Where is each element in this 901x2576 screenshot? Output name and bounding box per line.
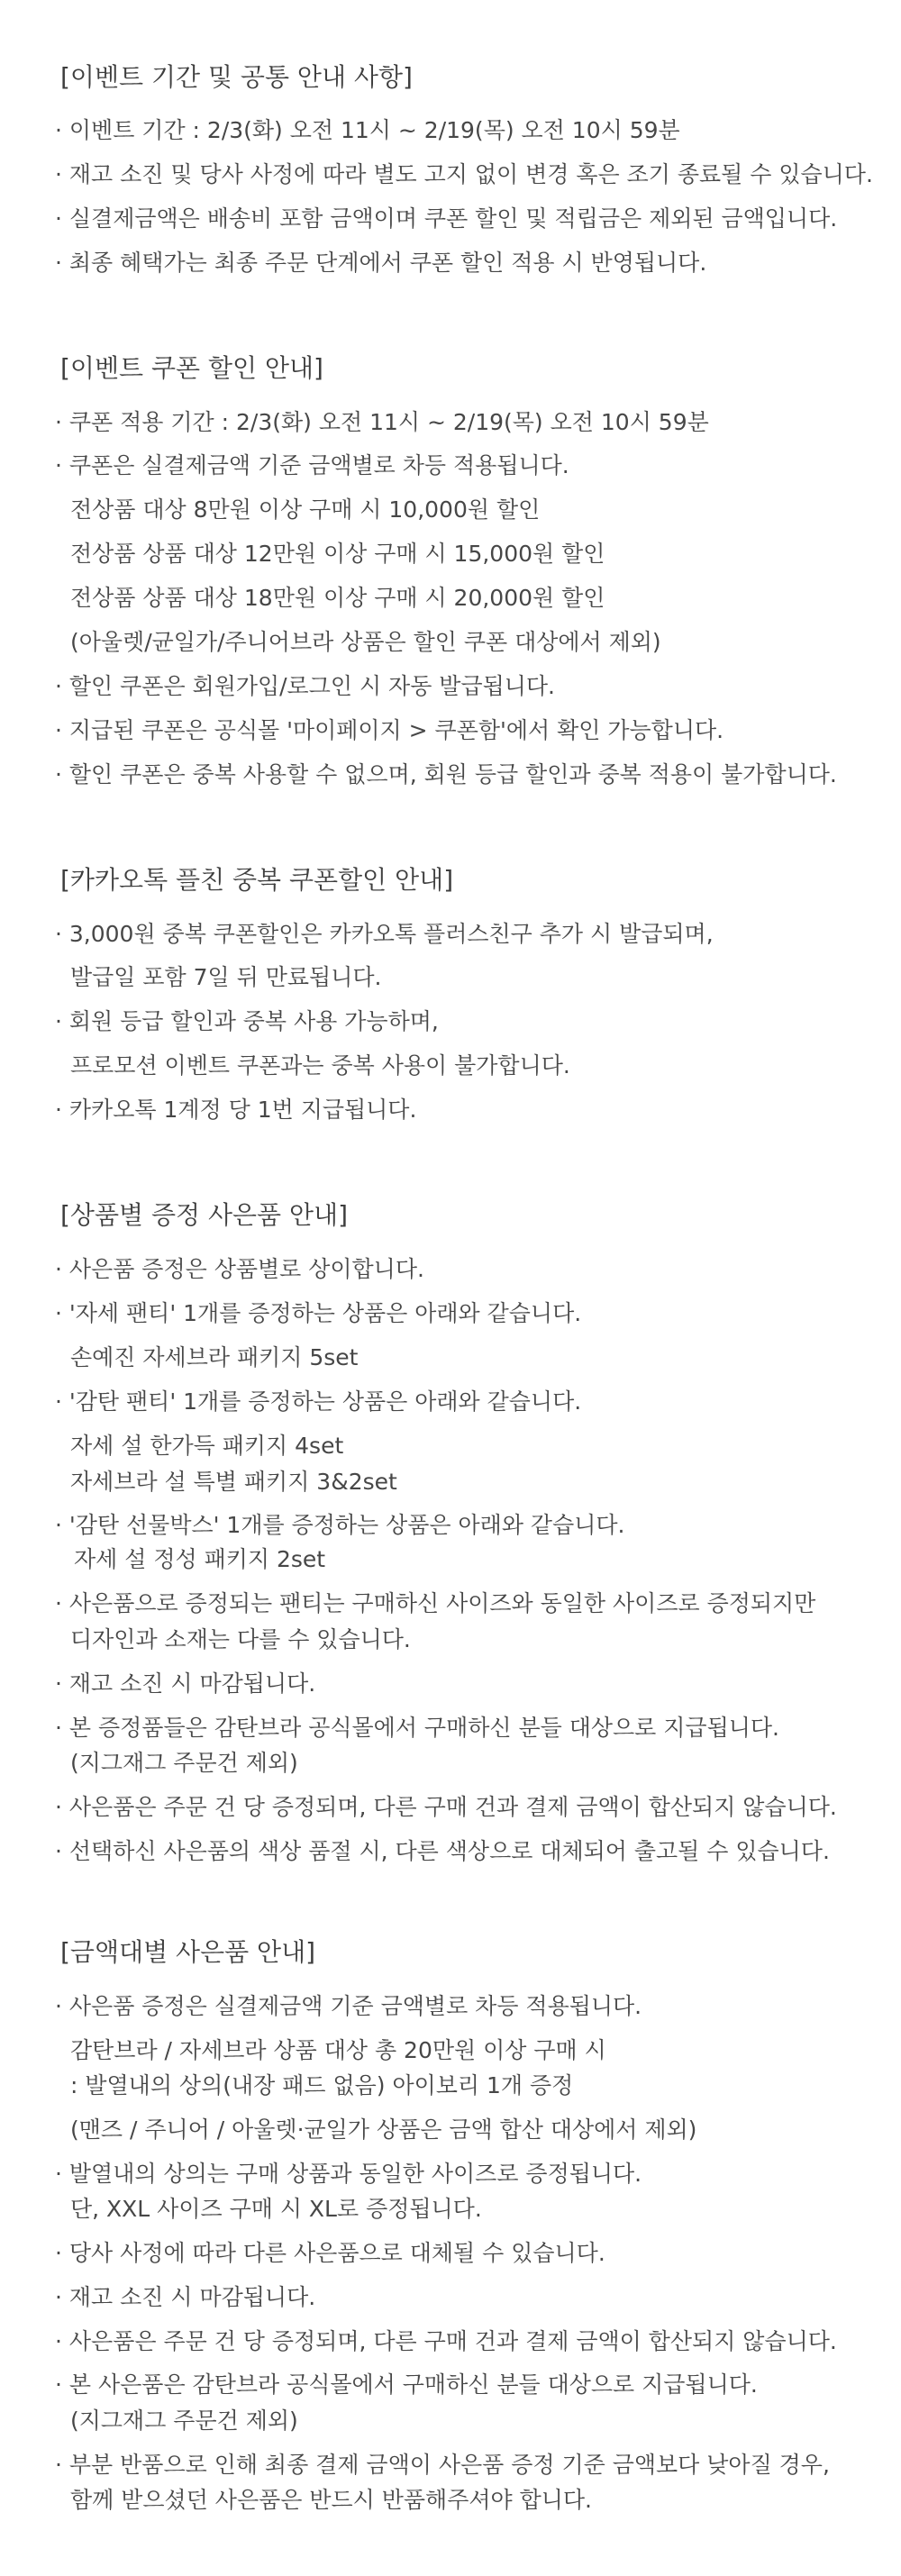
notice-line: · 사은품은 주문 건 당 증정되며, 다른 구매 건과 결제 금액이 합산되지 않습니다. — [55, 2328, 837, 2354]
notice-subline: 프로모션 이벤트 쿠폰과는 중복 사용이 불가합니다. — [70, 1052, 570, 1079]
notice-subline: (지그재그 주문건 제외) — [70, 2408, 298, 2434]
notice-subline: 자세 설 한가득 패키지 4set — [70, 1433, 344, 1459]
notice-line: · 재고 소진 시 마감됩니다. — [55, 2284, 316, 2310]
notice-subline: 디자인과 소재는 다를 수 있습니다. — [70, 1626, 411, 1652]
notice-subline: 손예진 자세브라 패키지 5set — [70, 1344, 359, 1370]
notice-line: · 이벤트 기간 : 2/3(화) 오전 11시 ~ 2/19(목) 오전 10시 59분 — [55, 117, 680, 143]
notice-subline: 전상품 대상 8만원 이상 구매 시 10,000원 할인 — [70, 496, 541, 523]
notice-subline: 전상품 상품 대상 18만원 이상 구매 시 20,000원 할인 — [70, 585, 605, 611]
notice-line: · 3,000원 중복 쿠폰할인은 카카오톡 플러스친구 추가 시 발급되며, — [55, 921, 714, 947]
section-title: [상품별 증정 사은품 안내] — [60, 1200, 349, 1230]
notice-line: · 본 사은품은 감탄브라 공식몰에서 구매하신 분들 대상으로 지급됩니다. — [55, 2371, 758, 2398]
notice-line: · 사은품 증정은 실결제금액 기준 금액별로 차등 적용됩니다. — [55, 1993, 642, 2019]
notice-line: · 카카오톡 1계정 당 1번 지급됩니다. — [55, 1097, 417, 1123]
notice-subline: 자세브라 설 특별 패키지 3&2set — [70, 1469, 397, 1495]
notice-subline: (맨즈 / 주니어 / 아울렛·균일가 상품은 금액 합산 대상에서 제외) — [70, 2116, 697, 2143]
notice-line: · 당사 사정에 따라 다른 사은품으로 대체될 수 있습니다. — [55, 2240, 605, 2266]
notice-line: · 재고 소진 시 마감됩니다. — [55, 1670, 316, 1697]
notice-subline: (지그재그 주문건 제외) — [70, 1750, 298, 1776]
section-title: [금액대별 사은품 안내] — [60, 1937, 316, 1967]
section-title: [이벤트 쿠폰 할인 안내] — [60, 353, 323, 383]
notice-line: · 본 증정품들은 감탄브라 공식몰에서 구매하신 분들 대상으로 지급됩니다. — [55, 1715, 779, 1741]
notice-line: · 재고 소진 및 당사 사정에 따라 별도 고지 없이 변경 혹은 조기 종료될 수 있습니다. — [55, 161, 873, 187]
notice-subline: 단, XXL 사이즈 구매 시 XL로 증정됩니다. — [70, 2196, 482, 2222]
notice-line: · 할인 쿠폰은 중복 사용할 수 없으며, 회원 등급 할인과 중복 적용이 불가합니다. — [55, 761, 837, 787]
notice-line: · 사은품 증정은 상품별로 상이합니다. — [55, 1256, 424, 1282]
notice-subline: (아울렛/균일가/주니어브라 상품은 할인 쿠폰 대상에서 제외) — [70, 629, 661, 655]
notice-line: · 지급된 쿠폰은 공식몰 '마이페이지 > 쿠폰함'에서 확인 가능합니다. — [55, 717, 724, 743]
notice-line: · 사은품은 주문 건 당 증정되며, 다른 구매 건과 결제 금액이 합산되지 않습니다. — [55, 1794, 837, 1820]
notice-line: · '감탄 팬티' 1개를 증정하는 상품은 아래와 같습니다. — [55, 1388, 582, 1415]
notice-line: · '자세 팬티' 1개를 증정하는 상품은 아래와 같습니다. — [55, 1300, 582, 1326]
notice-line: · 쿠폰은 실결제금액 기준 금액별로 차등 적용됩니다. — [55, 452, 569, 478]
notice-subline: 전상품 상품 대상 12만원 이상 구매 시 15,000원 할인 — [70, 541, 605, 567]
notice-subline: 감탄브라 / 자세브라 상품 대상 총 20만원 이상 구매 시 — [70, 2037, 606, 2063]
notice-line: · 할인 쿠폰은 회원가입/로그인 시 자동 발급됩니다. — [55, 673, 555, 699]
notice-line: · 회원 등급 할인과 중복 사용 가능하며, — [55, 1008, 439, 1034]
notice-subline: 자세 설 정성 패키지 2set — [74, 1546, 326, 1572]
section-title: [이벤트 기간 및 공통 안내 사항] — [60, 62, 413, 92]
notice-line: · 최종 혜택가는 최종 주문 단계에서 쿠폰 할인 적용 시 반영됩니다. — [55, 250, 707, 276]
notice-line: · 발열내의 상의는 구매 상품과 동일한 사이즈로 증정됩니다. — [55, 2161, 642, 2187]
notice-subline: 발급일 포함 7일 뒤 만료됩니다. — [70, 964, 382, 990]
notice-subline: 함께 받으셨던 사은품은 반드시 반품해주셔야 합니다. — [70, 2487, 592, 2513]
notice-line: · 쿠폰 적용 기간 : 2/3(화) 오전 11시 ~ 2/19(목) 오전 10시 59분 — [55, 409, 709, 435]
notice-line: · '감탄 선물박스' 1개를 증정하는 상품은 아래와 같습니다. — [55, 1512, 625, 1538]
section-title: [카카오톡 플친 중복 쿠폰할인 안내] — [60, 865, 454, 895]
notice-line: · 실결제금액은 배송비 포함 금액이며 쿠폰 할인 및 적립금은 제외된 금액입니다. — [55, 205, 838, 232]
notice-line: · 선택하신 사은품의 색상 품절 시, 다른 색상으로 대체되어 출고될 수 있습니다. — [55, 1838, 830, 1864]
notice-subline: : 발열내의 상의(내장 패드 없음) 아이보리 1개 증정 — [70, 2072, 574, 2098]
notice-line: · 부분 반품으로 인해 최종 결제 금액이 사은품 증정 기준 금액보다 낮아질 경우, — [55, 2452, 830, 2478]
notice-line: · 사은품으로 증정되는 팬티는 구매하신 사이즈와 동일한 사이즈로 증정되지만 — [55, 1590, 816, 1616]
